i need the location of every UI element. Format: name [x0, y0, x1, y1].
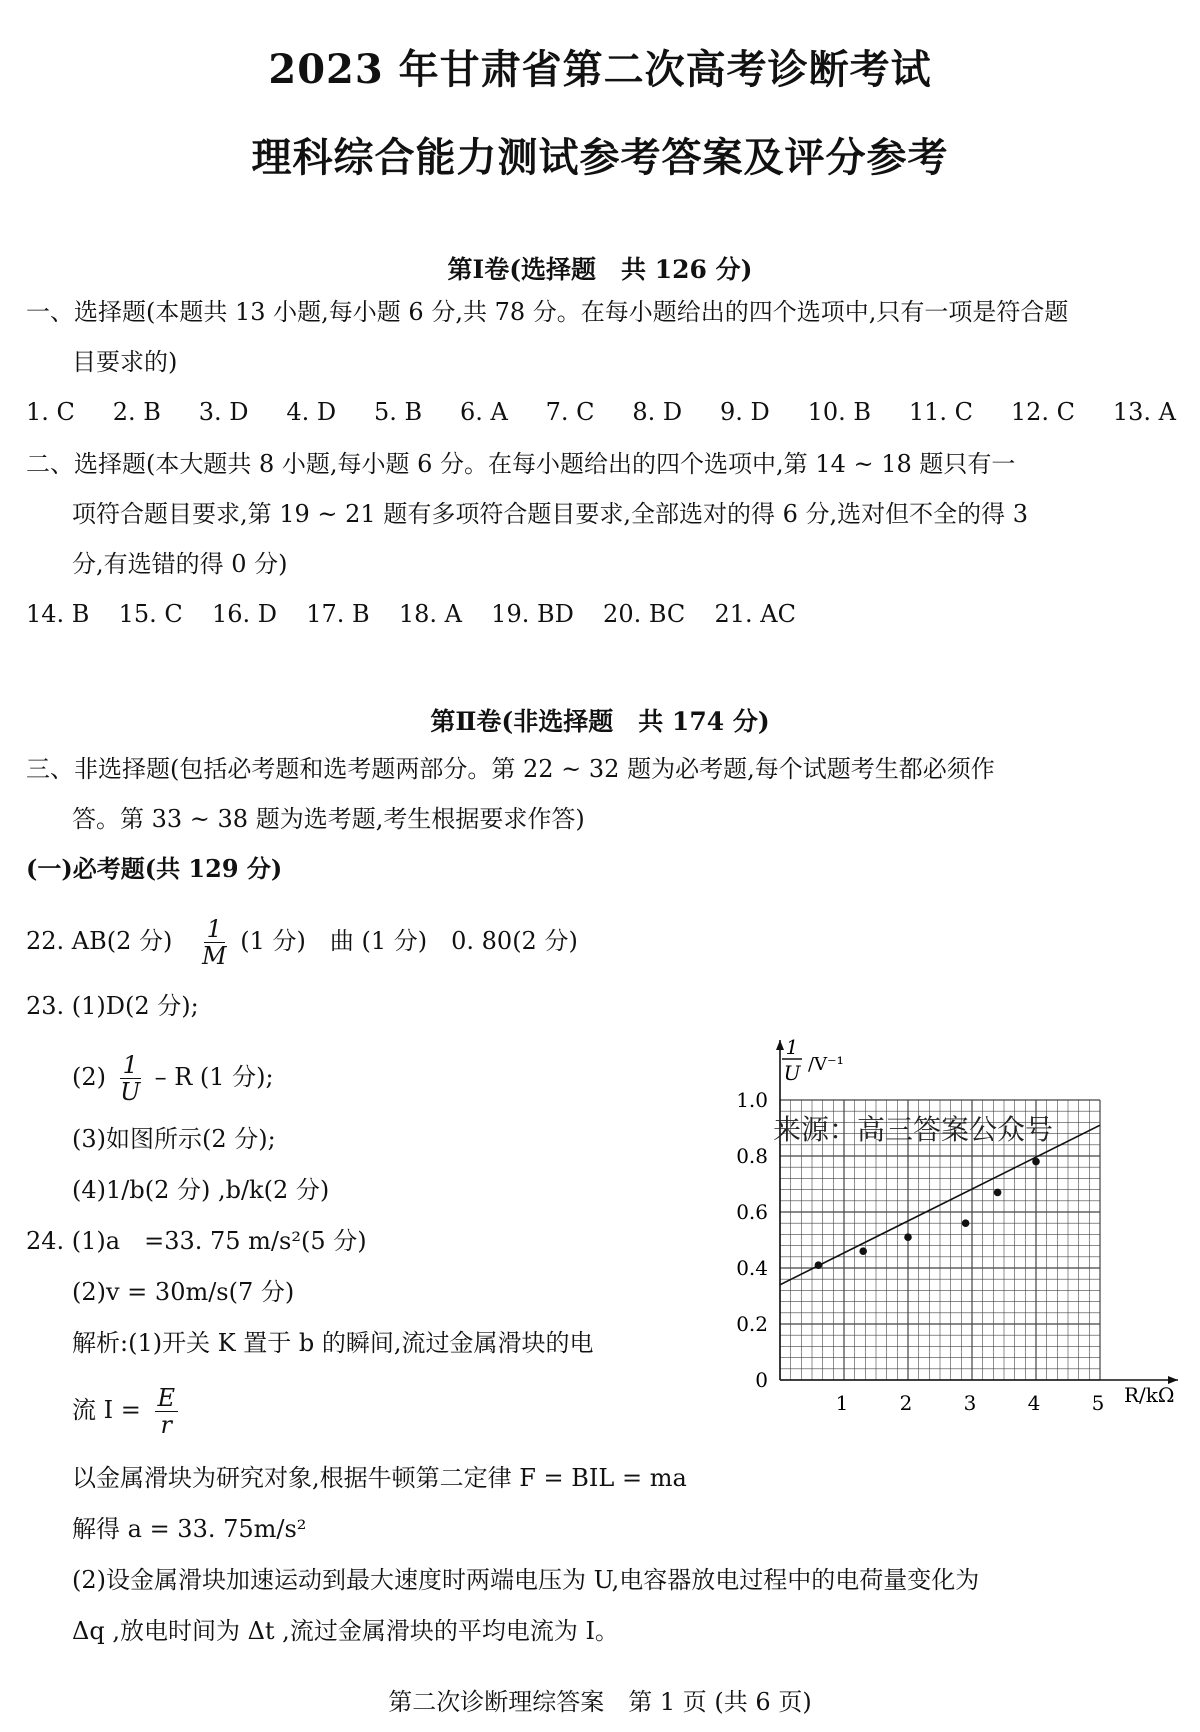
answer-item: 5. B [373, 398, 423, 426]
chart-points [815, 1158, 1040, 1269]
required-questions-heading: (一)必考题(共 129 分) [26, 854, 283, 883]
q24-frac-num: E [155, 1385, 179, 1412]
chart-axis-labels [782, 1035, 1175, 1407]
y-tick-label: 0 [755, 1368, 768, 1392]
section1-instruction-line2: 目要求的) [72, 348, 178, 376]
x-tick-label: 2 [899, 1391, 913, 1415]
y-label-den: U [783, 1061, 801, 1085]
answer-item: 1. C [26, 398, 75, 426]
q23-l2-prefix: (2) [72, 1063, 106, 1091]
data-point [904, 1233, 912, 1241]
data-point [1032, 1158, 1040, 1166]
q23-frac-den: U [120, 1078, 141, 1106]
q24-current-fraction [155, 1385, 179, 1438]
q24-current-formula [72, 1385, 184, 1438]
q22-suffix: (1 分) 曲 (1 分) 0. 80(2 分) [240, 927, 578, 955]
q22-frac-den: M [202, 942, 227, 970]
section3-instruction-line1: 三、非选择题(包括必考题和选考题两部分。第 22 ~ 32 题为必考题,每个试题考生都必须作 [26, 755, 995, 783]
q23-frac-num: 1 [120, 1052, 141, 1079]
data-point [815, 1261, 823, 1269]
answer-item: 19. BD [491, 600, 574, 628]
answer-item: 3. D [198, 398, 249, 426]
data-point [994, 1189, 1002, 1197]
q22-fraction [202, 916, 227, 969]
answer-item: 20. BC [603, 600, 686, 628]
answer-item: 14. B [26, 600, 90, 628]
q24-analysis-line5: Δq ,放电时间为 Δt ,流过金属滑块的平均电流为 I。 [72, 1617, 619, 1645]
y-tick-label: 0.8 [736, 1144, 768, 1168]
answer-item: 4. D [286, 398, 337, 426]
q23-line2 [72, 1052, 274, 1105]
section2-instruction-line1: 二、选择题(本大题共 8 小题,每小题 6 分。在每小题给出的四个选项中,第 14 ~ 18 题只有一 [26, 450, 1016, 478]
page-subtitle: 理科综合能力测试参考答案及评分参考 [251, 134, 949, 181]
data-point [962, 1219, 970, 1227]
answer-item: 10. B [807, 398, 871, 426]
answer-item: 9. D [719, 398, 770, 426]
section2-instruction-line3: 分,有选错的得 0 分) [72, 550, 288, 578]
page-title: 2023 年甘肃省第二次高考诊断考试 [268, 46, 932, 93]
section1-instruction-line1: 一、选择题(本题共 13 小题,每小题 6 分,共 78 分。在每小题给出的四个选项中,只有一项是符合题 [26, 298, 1069, 326]
q22-prefix: 22. AB(2 分) [26, 927, 173, 955]
y-tick-label: 1.0 [736, 1088, 768, 1112]
answer-item: 6. A [459, 398, 508, 426]
q24-analysis-line1: 解析:(1)开关 K 置于 b 的瞬间,流过金属滑块的电 [72, 1329, 594, 1357]
part2-heading: 第Ⅱ卷(非选择题 共 174 分) [430, 707, 770, 736]
data-point [859, 1247, 867, 1255]
q24-current-prefix: 流 I = [72, 1396, 141, 1424]
watermark: 来源：高三答案公众号 [773, 1113, 1054, 1146]
y-axis-arrow [776, 1040, 784, 1050]
answer-item: 21. AC [714, 600, 796, 628]
answers-row-1 [26, 396, 1176, 428]
answer-item: 2. B [112, 398, 161, 426]
page-footer: 第二次诊断理综答案 第 1 页 (共 6 页) [388, 1688, 812, 1716]
answer-item: 11. C [908, 398, 973, 426]
q24-line1: 24. (1)a =33. 75 m/s²(5 分) [26, 1227, 367, 1255]
y-label-unit: /V⁻¹ [808, 1054, 844, 1075]
x-tick-label: 3 [963, 1391, 977, 1415]
q23-l2-suffix: – R (1 分); [154, 1063, 274, 1091]
x-axis-label: R/kΩ [1124, 1383, 1175, 1407]
answer-item: 8. D [632, 398, 683, 426]
y-label-num: 1 [785, 1035, 799, 1059]
answer-item: 12. C [1010, 398, 1075, 426]
q23-line1: 23. (1)D(2 分); [26, 992, 199, 1020]
x-tick-label: 4 [1027, 1391, 1041, 1415]
answer-item: 13. A [1112, 398, 1176, 426]
q22-answer [26, 916, 578, 969]
q24-line2: (2)v = 30m/s(7 分) [72, 1278, 295, 1306]
q23-graph [720, 1030, 1190, 1470]
answers-row-2 [26, 598, 796, 630]
q24-analysis-line4: (2)设金属滑块加速运动到最大速度时两端电压为 U,电容器放电过程中的电荷量变化为 [72, 1566, 980, 1594]
y-tick-label: 0.4 [736, 1256, 768, 1280]
q23-line4: (4)1/b(2 分) ,b/k(2 分) [72, 1176, 330, 1204]
q23-fraction [120, 1052, 141, 1105]
x-tick-label: 5 [1091, 1391, 1105, 1415]
answer-item: 18. A [398, 600, 462, 628]
q24-frac-den: r [160, 1411, 172, 1439]
section3-instruction-line2: 答。第 33 ~ 38 题为选考题,考生根据要求作答) [72, 805, 585, 833]
q24-analysis-line3: 解得 a = 33. 75m/s² [72, 1515, 307, 1543]
answer-item: 7. C [545, 398, 595, 426]
section2-instruction-line2: 项符合题目要求,第 19 ~ 21 题有多项符合题目要求,全部选对的得 6 分,选对但不全的得 3 [72, 500, 1029, 528]
y-tick-label: 0.2 [736, 1312, 768, 1336]
q22-frac-num: 1 [204, 916, 225, 943]
y-tick-label: 0.6 [736, 1200, 768, 1224]
answer-item: 16. D [211, 600, 278, 628]
q24-analysis-line2: 以金属滑块为研究对象,根据牛顿第二定律 F = BIL = ma [72, 1464, 687, 1492]
answer-item: 15. C [118, 600, 183, 628]
x-tick-label: 1 [835, 1391, 849, 1415]
part1-heading: 第Ⅰ卷(选择题 共 126 分) [447, 255, 753, 284]
answer-item: 17. B [306, 600, 370, 628]
q23-line3: (3)如图所示(2 分); [72, 1125, 276, 1153]
